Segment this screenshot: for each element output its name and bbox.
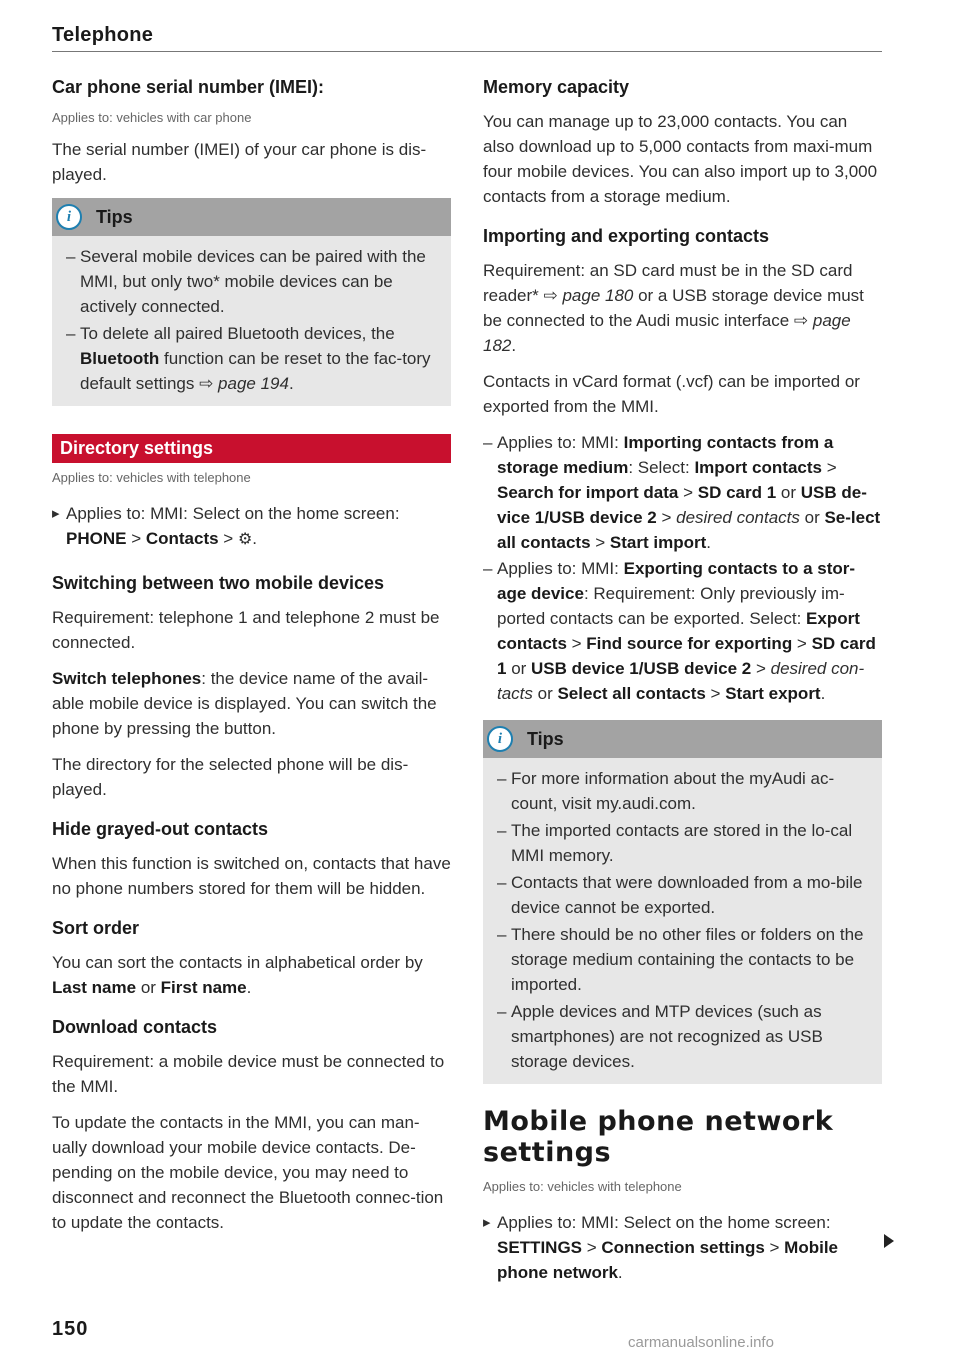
t: : Requirement: Only previously im-ported contacts can be exported. Select: [497,584,845,628]
export-step [483,556,882,706]
end: . [820,684,826,703]
tip-text: function can be reset to the fac-tory default settings [80,349,431,393]
tip-item: – Contacts that were downloaded from a mo-bile device cannot be exported. [497,870,868,920]
t: Applies to: MMI: [497,433,624,452]
switching-body [52,666,451,741]
slash: / [544,508,549,527]
gt: > [751,659,771,678]
t: : Select: [628,458,695,477]
menu-settings: SETTINGS [497,1238,583,1257]
import-step [483,430,882,555]
b: SD card 1 [697,483,777,502]
left-column [52,74,451,1246]
import-requirement [483,258,882,358]
end: . [617,1263,623,1282]
directory-settings-bar: Directory settings [52,434,451,463]
sort-first-name: First name [160,978,247,997]
page-number: 150 [52,1318,89,1340]
menu-mobile-network: Mobile phone network [497,1238,839,1282]
step-sep: > [218,529,238,548]
tips-box-left [52,198,451,406]
tip-item: – Several mobile devices can be paired with the MMI, but only two* mobile devices can be actively connected. [66,244,437,319]
import-heading: Importing and exporting contacts [483,226,770,246]
req-text: Requirement: an SD card must be in the SD card reader* [483,261,853,305]
b: SD card 1 [497,634,876,678]
memory-body: You can manage up to 23,000 contacts. You can also download up to 5,000 contacts from maxi-mum four mobile devices. You can also import up to 3,000 contacts from a storage medium. [483,112,878,206]
sort-end: . [246,978,252,997]
switching-text: : the device name of the avail-able mobile device is displayed. You can switch the phone by pressing the button. [52,669,437,738]
page-reference-link[interactable]: ⇨ page 180 [543,286,634,305]
download-heading: Download contacts [52,1017,218,1037]
b: Find source for exporting [586,634,793,653]
menu-contacts: Contacts [145,529,219,548]
gt: > [678,483,698,502]
or: or [799,508,825,527]
vcard-body: Contacts in vCard format (.vcf) can be imported or exported from the MMI. [483,372,860,416]
b: USB de-vice 1 [497,483,867,527]
i: desired con-tacts [497,659,865,703]
gt: > [821,458,837,477]
or: or [532,684,558,703]
hide-heading: Hide grayed-out contacts [52,819,269,839]
network-step [483,1210,882,1285]
sort-text: You can sort the contacts in alphabetical order by [52,953,423,972]
step-sep: > [126,529,146,548]
right-column [483,74,882,1298]
tip-item: – There should be no other files or folders on the storage medium containing the contacts to be imported. [497,922,868,997]
page-header-title: Telephone [52,24,154,46]
tips-header [52,198,451,236]
header-divider [52,51,882,52]
watermark: carmanualsonline.info [628,1334,774,1351]
b: Se-lect all contacts [497,508,881,552]
or: or [776,483,801,502]
tip-item: – The imported contacts are stored in the lo-cal MMI memory. [497,818,868,868]
switching-directory: The directory for the selected phone will be dis-played. [52,755,409,799]
tips-label: Tips [96,206,133,227]
info-icon: i [487,726,513,752]
hide-body: When this function is switched on, contacts that have no phone numbers stored for them will be hidden. [52,854,451,898]
b: USB device 2 [549,508,657,527]
b: USB device 2 [643,659,752,678]
import-export-list [483,430,882,706]
sort-or: or [136,978,161,997]
tips-list [483,758,882,1074]
b: Search for import data [497,483,679,502]
t: Applies to: MMI: Select on the home screen: [497,1213,831,1232]
gt: > [705,684,726,703]
gt: > [764,1238,785,1257]
b: Start export [725,684,821,703]
slash: / [638,659,644,678]
tip-bold: Bluetooth [80,349,160,368]
tip-item: – Apple devices and MTP devices (such as smartphones) are not recognized as USB storage devices. [497,999,868,1074]
info-icon: i [56,204,82,230]
menu-connection-settings: Connection settings [601,1238,765,1257]
b: Exporting contacts to a stor-age device [497,559,856,603]
gt: > [582,1238,602,1257]
tips-list [52,236,451,396]
tip-text: . [288,374,294,393]
or: or [506,659,532,678]
b: USB device 1 [531,659,639,678]
sort-body [52,950,451,1000]
step-end: . [252,529,258,548]
sort-last-name: Last name [52,978,137,997]
imei-body: The serial number (IMEI) of your car phone is dis-played. [52,140,427,184]
menu-phone: PHONE [66,529,127,548]
directory-applies: Applies to: vehicles with telephone [52,470,251,485]
directory-step [52,501,451,552]
b: Import contacts [694,458,822,477]
page-reference-link[interactable]: ⇨ page 182 [483,311,851,355]
gt: > [656,508,677,527]
tip-item: – For more information about the myAudi ac-count, visit my.audi.com. [497,766,868,816]
tips-label: Tips [527,728,564,749]
download-requirement: Requirement: a mobile device must be connected to the MMI. [52,1052,445,1096]
network-heading: Mobile phone network settings [483,1106,834,1168]
imei-applies: Applies to: vehicles with car phone [52,110,252,125]
gt: > [590,533,610,552]
t: Applies to: MMI: [497,559,624,578]
memory-heading: Memory capacity [483,77,630,97]
imei-heading: Car phone serial number (IMEI): [52,77,325,97]
b: Select all contacts [557,684,706,703]
b: Export contacts [497,609,860,653]
req-text: or a USB storage device must be connected to the Audi music interface [483,286,864,330]
tip-text: To delete all paired Bluetooth devices, the [80,324,395,343]
gear-icon: ⚙ [237,531,253,548]
gt: > [566,634,587,653]
gt: > [792,634,812,653]
sort-heading: Sort order [52,918,140,938]
b: Importing contacts from a storage medium [497,433,834,477]
req-end: . [511,336,517,355]
switching-requirement: Requirement: telephone 1 and telephone 2 must be connected. [52,608,440,652]
switch-telephones-label: Switch telephones [52,669,202,688]
network-applies: Applies to: vehicles with telephone [483,1179,682,1194]
download-body: To update the contacts in the MMI, you can man-ually download your mobile device contacts. De-pending on the mobile device, you may need to disconnect and reconnect the Bluetooth connec-tion to update the contacts. [52,1113,444,1232]
tips-header [483,720,882,758]
tips-box-right [483,720,882,1084]
end: . [706,533,711,552]
switching-heading: Switching between two mobile devices [52,573,385,593]
page-reference-link[interactable]: ⇨ page 194 [199,374,289,393]
b: Start import [609,533,707,552]
tip-item [66,321,437,396]
continue-arrow-icon [884,1234,894,1248]
i: desired contacts [676,508,800,527]
step-text: Applies to: MMI: Select on the home screen: [66,504,400,523]
